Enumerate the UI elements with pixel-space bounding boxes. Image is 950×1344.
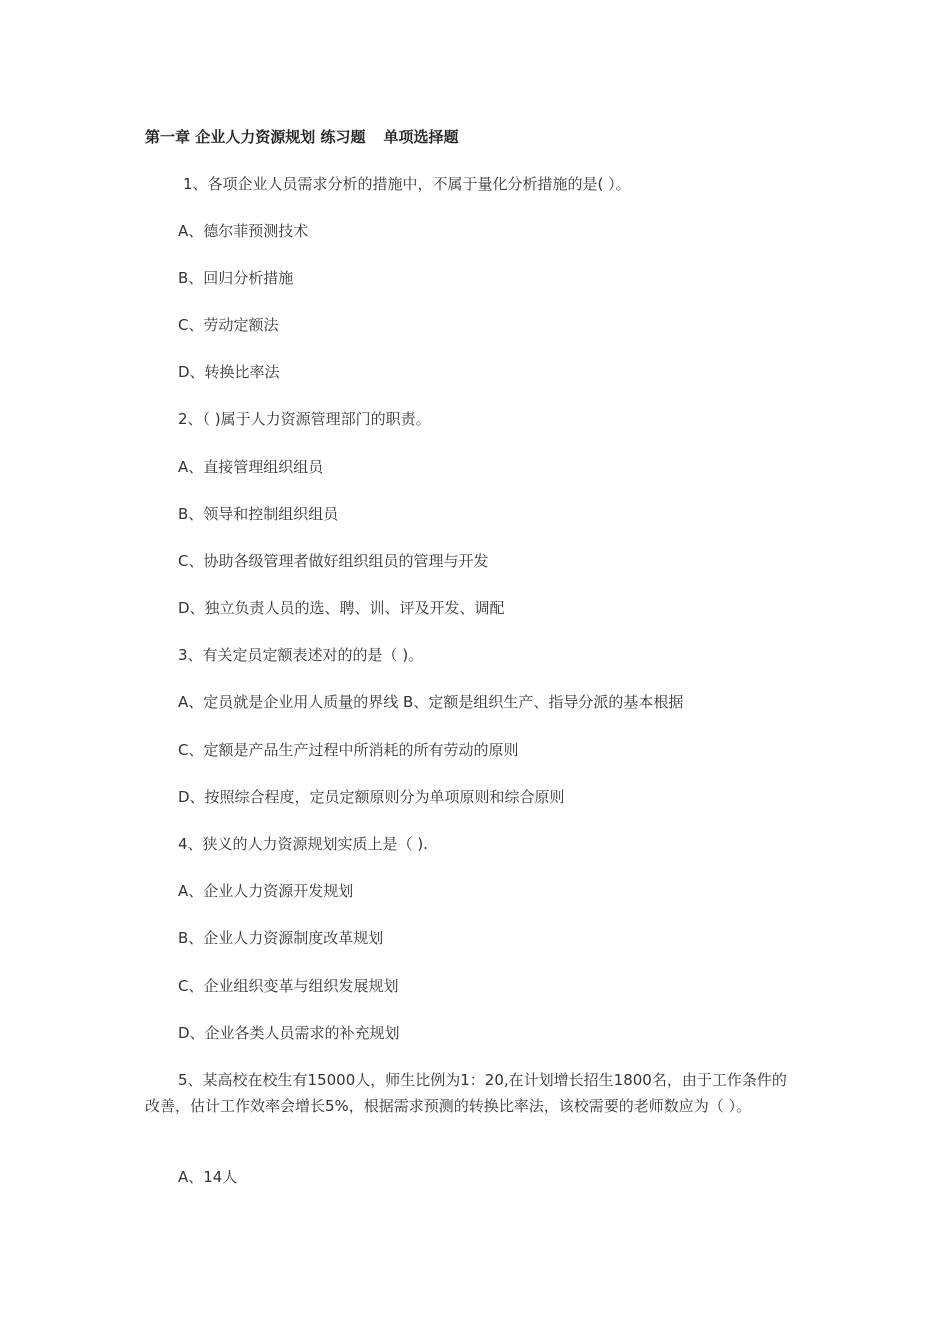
- question-1-option-c: C、劳动定额法: [178, 316, 279, 334]
- question-1-option-d: D、转换比率法: [178, 363, 280, 381]
- question-4-option-b: B、企业人力资源制度改革规划: [178, 929, 384, 947]
- question-5-option-a: A、14人: [178, 1168, 238, 1186]
- question-2-stem: 2、（ )属于人力资源管理部门的职责。: [178, 410, 431, 428]
- question-3-stem: 3、有关定员定额表述对的的是（ )。: [178, 646, 424, 664]
- question-1-stem: 1、各项企业人员需求分析的措施中，不属于量化分析措施的是( ）。: [183, 175, 631, 193]
- question-1-option-a: A、德尔菲预测技术: [178, 222, 309, 240]
- question-3-option-c: C、定额是产品生产过程中所消耗的所有劳动的原则: [178, 741, 519, 759]
- question-2-option-b: B、领导和控制组织组员: [178, 505, 339, 523]
- chapter-title-section: 单项选择题: [383, 128, 459, 146]
- question-2-option-c: C、协助各级管理者做好组织组员的管理与开发: [178, 552, 489, 570]
- question-5-stem: 5、某高校在校生有15000人，师生比例为1：20,在计划增长招生1800名，由于工作条件的改善，估计工作效率会增长5%，根据需求预测的转换比率法，该校需要的老师数应为（ ）。: [145, 1071, 787, 1115]
- question-4-option-a: A、企业人力资源开发规划: [178, 882, 354, 900]
- question-2-option-d: D、独立负责人员的选、聘、训、评及开发、调配: [178, 599, 505, 617]
- question-3-option-d: D、按照综合程度，定员定额原则分为单项原则和综合原则: [178, 788, 565, 806]
- question-1-option-b: B、回归分析措施: [178, 269, 294, 287]
- question-4-option-d: D、企业各类人员需求的补充规划: [178, 1024, 400, 1042]
- question-4-stem: 4、狭义的人力资源规划实质上是（ ).: [178, 835, 428, 853]
- question-3-option-ab: A、定员就是企业用人质量的界线 B、定额是组织生产、指导分派的基本根据: [178, 693, 684, 711]
- chapter-title-main: 第一章 企业人力资源规划 练习题: [145, 128, 366, 146]
- question-2-option-a: A、直接管理组织组员: [178, 458, 324, 476]
- chapter-title: [145, 126, 458, 147]
- question-4-option-c: C、企业组织变革与组织发展规划: [178, 977, 399, 995]
